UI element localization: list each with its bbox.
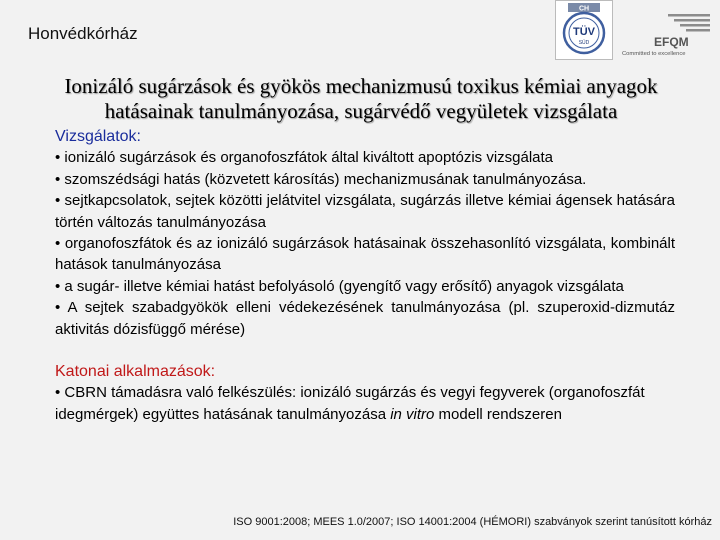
military-heading: Katonai alkalmazások: [55, 363, 216, 381]
military-item-italic: in vitro [390, 405, 435, 423]
studies-item: • A sejtek szabadgyökök elleni védekezésének tanulmányozása (pl. szuperoxid-dizmutáz aktivitás dózisfüggő mérése) [55, 299, 675, 338]
slide-title: Ionizáló sugárzások és gyökös mechanizmusú toxikus kémiai anyagok hatásainak tanulmányozása, sugárvédő vegyületek vizsgálata [64, 74, 658, 123]
tuv-logo-sub-text: SÜD [578, 40, 590, 46]
studies-item: • a sugár- illetve kémiai hatást befolyásoló (gyengítő vagy erősítő) anyagok vizsgálata [55, 277, 624, 295]
efqm-logo-tagline: Committed to excellence [622, 51, 686, 57]
military-item [55, 382, 675, 425]
studies-item: • szomszédsági hatás (közvetett károsítás) mechanizmusának tanulmányozása. [55, 170, 587, 188]
tuv-certification-logo [555, 0, 613, 60]
studies-heading: Vizsgálatok: [55, 128, 141, 145]
slide-content [55, 126, 675, 425]
studies-item: • ionizáló sugárzások és organofoszfátok által kiváltott apoptózis vizsgálata [55, 149, 554, 167]
hospital-name: Honvédkórház [28, 24, 138, 43]
certification-footer: ISO 9001:2008; MEES 1.0/2007; ISO 14001:2004 (HÉMORI) szabványok szerint tanúsított kórház [233, 516, 712, 528]
efqm-logo [620, 10, 712, 58]
studies-item: • sejtkapcsolatok, sejtek közötti jelátvitel vizsgálata, sugárzás illetve kémiai ágensek hatására történ változás tanulmányozása [55, 192, 675, 231]
section-spacer [55, 340, 675, 361]
military-item-tail: modell rendszeren [434, 405, 562, 423]
tuv-logo-main-text: TÜV [573, 26, 595, 38]
studies-item: • organofoszfátok és az ionizáló sugárzások hatásainak összehasonlító vizsgálata, kombinált hatások tanulmányozása [55, 235, 675, 274]
tuv-logo-top-text: CH [578, 5, 590, 13]
military-item-text: • CBRN támadásra való felkészülés: ionizáló sugárzás és vegyi fegyverek (organofoszfát idegmérgek) együttes hatásának tanulmányozása [55, 384, 645, 423]
efqm-logo-name: EFQM [654, 35, 689, 49]
